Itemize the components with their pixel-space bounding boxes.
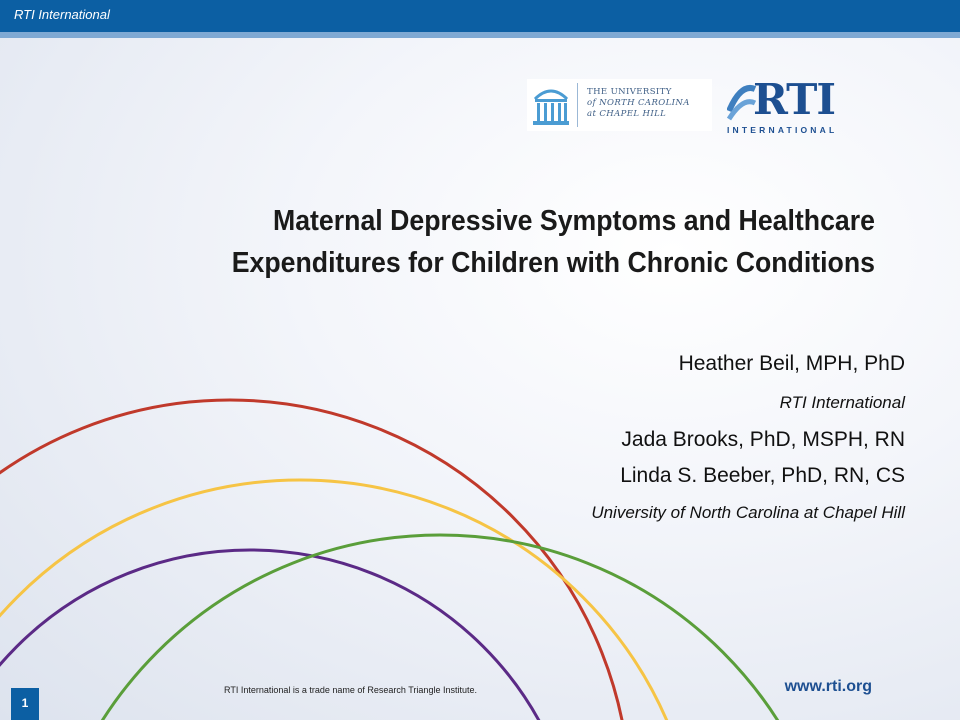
rti-subtitle: INTERNATIONAL [727, 125, 838, 135]
footer-note: RTI International is a trade name of Research Triangle Institute. [224, 685, 477, 695]
website-link[interactable]: www.rti.org [784, 678, 872, 695]
unc-line-1: THE UNIVERSITY [587, 87, 672, 97]
unc-line-2: of NORTH CAROLINA [587, 98, 690, 108]
top-bar [0, 0, 960, 32]
header-brand: RTI International [14, 7, 110, 22]
page-number: 1 [11, 688, 39, 720]
unc-logo-text [587, 87, 690, 120]
top-bar-stripe [0, 32, 960, 38]
arc-red [0, 400, 630, 720]
slide-title [176, 200, 875, 284]
author-affiliation: RTI International [779, 393, 905, 412]
title-line-1: Maternal Depressive Symptoms and Healthcare [272, 205, 875, 237]
rti-wordmark: RTI [753, 75, 836, 124]
unc-logo-divider [577, 83, 578, 127]
unc-logo [527, 79, 712, 131]
rti-logo [727, 75, 872, 137]
author-name: Linda S. Beeber, PhD, RN, CS [620, 464, 905, 487]
author-affiliation: University of North Carolina at Chapel Hill [591, 503, 905, 522]
old-well-icon [527, 79, 575, 131]
logo-group [527, 75, 872, 135]
author-name: Jada Brooks, PhD, MSPH, RN [621, 428, 905, 451]
author-name: Heather Beil, MPH, PhD [678, 352, 905, 375]
unc-line-3: at CHAPEL HILL [587, 109, 667, 119]
title-line-2: Expenditures for Children with Chronic Conditions [231, 247, 876, 279]
